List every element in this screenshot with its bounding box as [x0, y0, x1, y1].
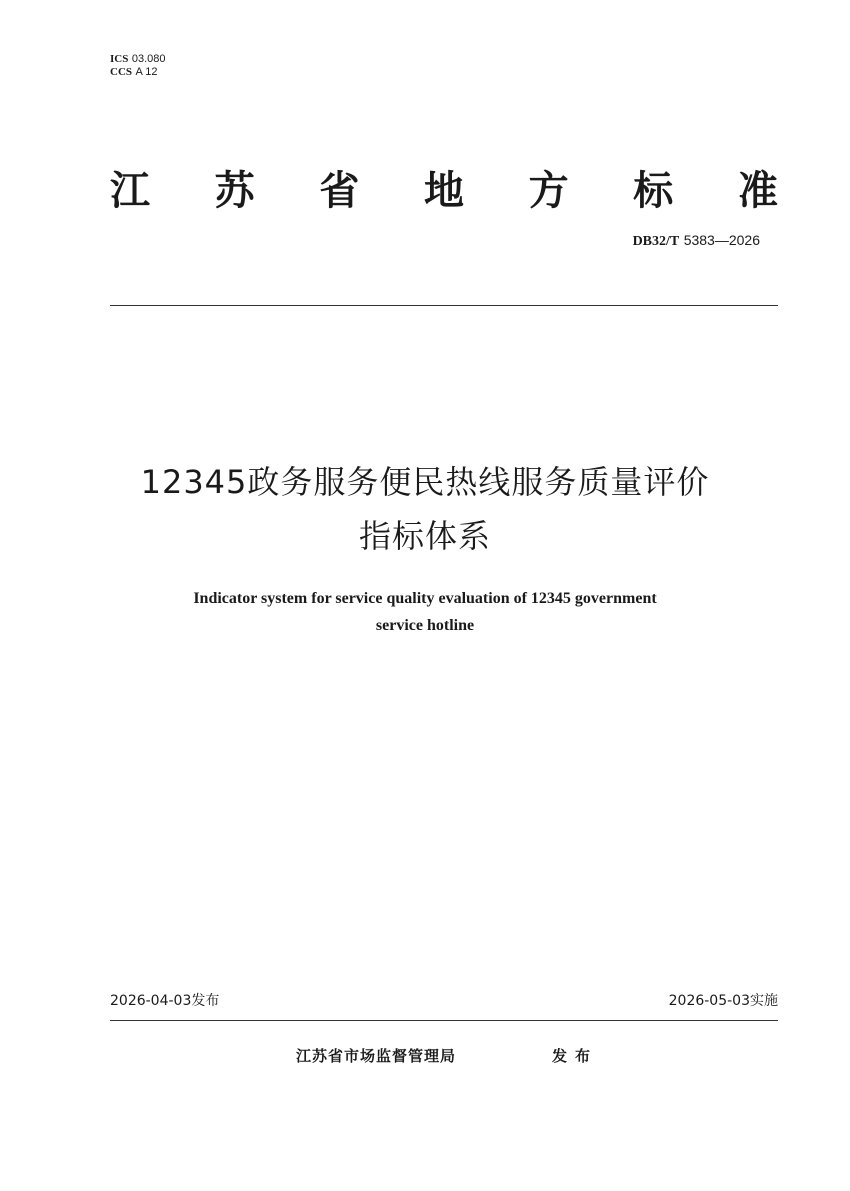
- standard-type-char: 苏: [214, 168, 255, 214]
- publication-date: 2026-04-03发布: [110, 993, 220, 1009]
- ccs-label: CCS: [110, 66, 133, 78]
- ics-value: 03.080: [131, 53, 166, 65]
- header-divider: [110, 305, 778, 306]
- title-zh-line-1: 12345政务服务便民热线服务质量评价: [140, 463, 710, 501]
- standard-code-prefix: DB32/T: [632, 234, 680, 249]
- standard-code-number: 5383—2026: [683, 232, 760, 248]
- standard-type-char: 准: [737, 168, 778, 214]
- ccs-value: A 12: [135, 66, 158, 78]
- standard-type-char: 地: [423, 168, 464, 214]
- implementation-date: 2026-05-03实施: [668, 993, 778, 1009]
- ics-label: ICS: [110, 53, 129, 65]
- footer-divider: [110, 1020, 778, 1021]
- ics-code: [110, 52, 166, 66]
- ccs-code: [110, 65, 158, 79]
- issuer-name: 江苏省市场监督管理局: [296, 1047, 457, 1065]
- standard-type-heading: [110, 163, 778, 219]
- issuer-action: 发布: [552, 1047, 599, 1065]
- standard-type-char: 江: [110, 168, 150, 214]
- standard-type-char: 省: [319, 168, 360, 214]
- standard-type-char: 标: [633, 168, 674, 214]
- standard-code: [633, 231, 760, 251]
- standard-type-char: 方: [528, 168, 569, 214]
- title-zh-line-2: 指标体系: [358, 517, 491, 555]
- title-en-line-1: Indicator system for service quality evaluation of 12345 government: [193, 590, 657, 607]
- title-en-line-2: service hotline: [375, 617, 475, 634]
